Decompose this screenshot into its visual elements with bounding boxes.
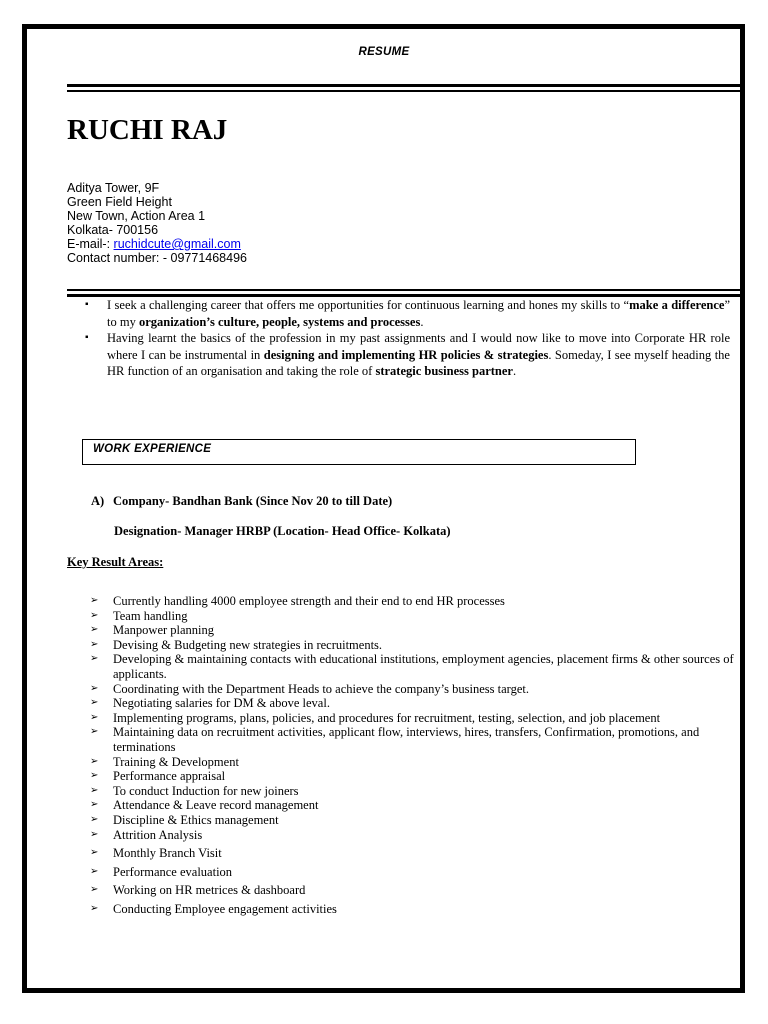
phone-label: Contact number: - [67, 251, 171, 265]
career-objective [85, 297, 730, 380]
email-label: E-mail-: [67, 237, 114, 251]
list-item: ➢ To conduct Induction for new joiners [90, 784, 742, 799]
list-item: ➢ Maintaining data on recruitment activities, applicant flow, interviews, hires, transfers, Confirmation, promotions, and terminations [90, 725, 742, 754]
list-item: ➢ Attrition Analysis [90, 828, 742, 843]
kra-heading: Key Result Areas: [67, 555, 164, 569]
email-line [67, 237, 247, 251]
contact-block [67, 181, 247, 265]
list-item: ➢ Team handling [90, 609, 742, 624]
list-item: ➢ Working on HR metrices & dashboard [90, 883, 742, 898]
designation-line: Designation- Manager HRBP (Location- Head Office- Kolkata) [114, 524, 451, 538]
phone-line [67, 251, 247, 265]
address-line: New Town, Action Area 1 [67, 209, 206, 223]
address-line: Aditya Tower, 9F [67, 181, 160, 195]
contact-rule-top [67, 289, 742, 291]
list-item: ➢ Conducting Employee engagement activities [90, 902, 742, 917]
company-line [91, 494, 392, 509]
list-item: ➢ Manpower planning [90, 623, 742, 638]
list-item: ➢ Devising & Budgeting new strategies in recruitments. [90, 638, 742, 653]
list-item: ➢ Negotiating salaries for DM & above leval. [90, 696, 742, 711]
phone-number: 09771468496 [170, 251, 247, 265]
list-item: ➢ Training & Development [90, 755, 742, 770]
address-line: Kolkata- 700156 [67, 223, 159, 237]
objective-item: ▪ Having learnt the basics of the profession in my past assignments and I would now like to move into Corporate HR role where I can be instrumental in designing and implementing HR policies & strategies. Someday, I see myself heading the HR function of an organisation and taking the role of strategic business partner. [85, 330, 730, 380]
list-item: ➢ Coordinating with the Department Heads to achieve the company’s business target. [90, 682, 742, 697]
company-name: Company- Bandhan Bank (Since Nov 20 to till Date) [113, 494, 393, 508]
candidate-name: RUCHI RAJ [67, 114, 228, 146]
list-item: ➢ Monthly Branch Visit [90, 846, 742, 861]
company-index: A) [91, 494, 105, 508]
header-rule-top [67, 84, 742, 87]
list-item: ➢ Performance evaluation [90, 865, 742, 880]
list-item: ➢ Developing & maintaining contacts with educational institutions, employment agencies, placement firms & other sources of applicants. [90, 652, 742, 681]
work-experience-header [82, 439, 636, 465]
section-title: WORK EXPERIENCE [93, 443, 212, 455]
list-item: ➢ Implementing programs, plans, policies, and procedures for recruitment, testing, selection, and job placement [90, 711, 742, 726]
list-item: ➢ Performance appraisal [90, 769, 742, 784]
resume-label: RESUME [358, 46, 410, 58]
kra-list [90, 594, 742, 916]
email-link[interactable]: ruchidcute@gmail.com [113, 237, 241, 251]
list-item: ➢ Discipline & Ethics management [90, 813, 742, 828]
list-item: ➢ Currently handling 4000 employee strength and their end to end HR processes [90, 594, 742, 609]
objective-item: ▪ I seek a challenging career that offers me opportunities for continuous learning and hones my skills to “make a difference” to my organization’s culture, people, systems and processes. [85, 297, 730, 330]
address-line: Green Field Height [67, 195, 172, 209]
header-rule-bottom [67, 90, 742, 92]
list-item: ➢ Attendance & Leave record management [90, 798, 742, 813]
